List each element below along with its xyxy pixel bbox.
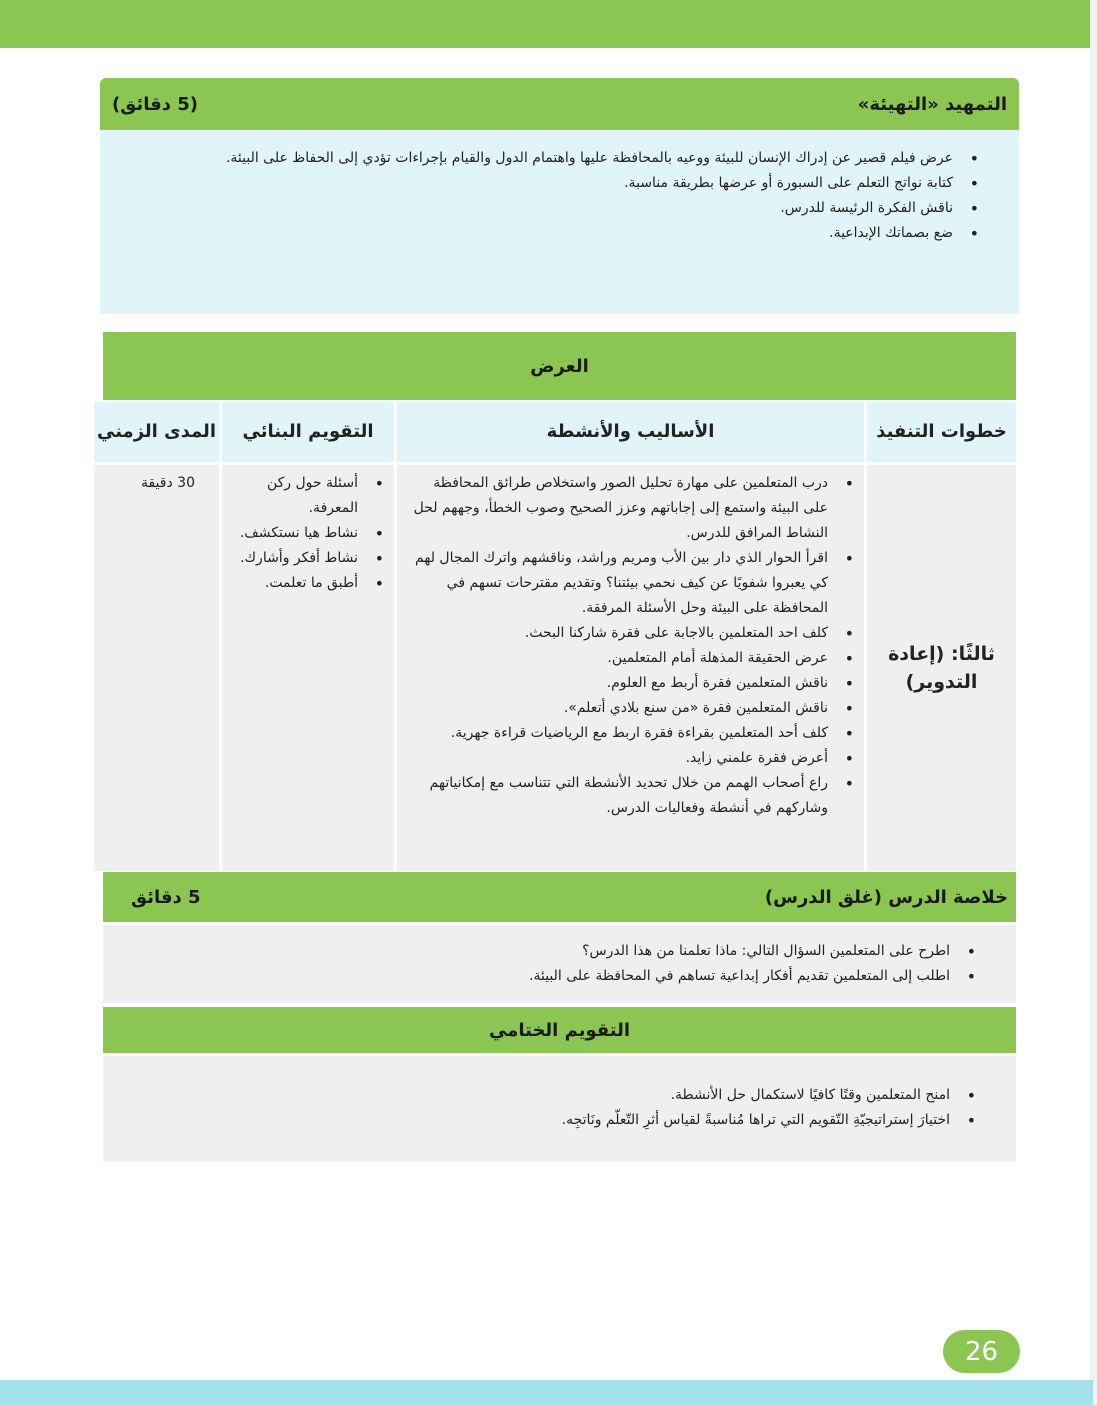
bottom-banner xyxy=(0,1380,1093,1405)
list-item: • اختيارَ إستراتيجيّةِ التّقويم التي تراها مُناسبةً لقياس أثرِ التّعلّم ونَاتجِه. xyxy=(123,1108,950,1133)
evaluation-cell xyxy=(222,465,394,871)
list-item: • عرض الحقيقة المذهلة أمام المتعلمين. xyxy=(409,646,828,671)
list-item: • ناقش المتعلمين فقرة «من سنع بلادي أتعلم». xyxy=(409,696,828,721)
top-banner xyxy=(0,0,1090,48)
list-item: • أسئلة حول ركن المعرفة. xyxy=(230,471,358,521)
list-item: • أعرض فقرة علمني زايد. xyxy=(409,746,828,771)
list-item: • ضع بصماتك الإبداعية. xyxy=(120,221,953,246)
page-number: 26 xyxy=(943,1330,1020,1373)
intro-box xyxy=(100,130,1019,314)
final-header xyxy=(103,1007,1016,1053)
list-item: • اطلب إلى المتعلمين تقديم أفكار إبداعية تساهم في المحافظة على البيئة. xyxy=(123,964,950,989)
final-list xyxy=(123,1083,976,1133)
intro-title: التمهيد «التهيئة» xyxy=(857,93,1007,115)
summary-list xyxy=(123,939,976,989)
list-item: • اقرأ الحوار الذي دار بين الأب ومريم وراشد، وناقشهم واترك المجال لهم كي يعبروا شفويًا عن كيف نحمي بيئتنا؟ وتقديم مقترحات تسهم في المحافظة على البيئة وحل الأسئلة المرفقة. xyxy=(409,546,828,621)
list-item: • نشاط أفكر وأشارك. xyxy=(230,546,358,571)
list-item: • ناقش الفكرة الرئيسة للدرس. xyxy=(120,196,953,221)
list-item: • عرض فيلم قصير عن إدراك الإنسان للبيئة ووعيه بالمحافظة عليها واهتمام الدول والقيام بإجراءات تؤدي إلى الحفاظ على البيئة. xyxy=(120,146,953,171)
summary-header xyxy=(103,872,1016,922)
col-steps-header: خطوات التنفيذ xyxy=(867,402,1016,462)
list-item: • ناقش المتعلمين فقرة أربط مع العلوم. xyxy=(409,671,828,696)
list-item: • راع أصحاب الهمم من خلال تحديد الأنشطة التي تتناسب مع إمكانياتهم وشاركهم في أنشطة وفعاليات الدرس. xyxy=(409,771,828,821)
intro-list xyxy=(120,146,979,246)
summary-duration: 5 دقائق xyxy=(131,886,201,908)
col-evaluation-header: التقويم البنائي xyxy=(222,402,394,462)
list-item: • أطبق ما تعلمت. xyxy=(230,571,358,596)
final-box xyxy=(103,1056,1016,1162)
presentation-table xyxy=(97,402,1016,868)
list-item: • امنح المتعلمين وقتًا كافيًا لاستكمال حل الأنشطة. xyxy=(123,1083,950,1108)
col-time-header: المدى الزمني xyxy=(94,402,219,462)
list-item: • درب المتعلمين على مهارة تحليل الصور واستخلاص طرائق المحافظة على البيئة واستمع إلى إجاباتهم وعزز الصحيح وصوب الخطأ، وجههم لحل النشاط المرافق للدرس. xyxy=(409,471,828,546)
final-title: التقويم الختامي xyxy=(488,1019,631,1041)
activities-list xyxy=(409,471,852,821)
activities-cell xyxy=(397,465,864,871)
step-cell: ثالثًا: (إعادة التدوير) xyxy=(867,465,1016,871)
list-item: • نشاط هيا نستكشف. xyxy=(230,521,358,546)
summary-title: خلاصة الدرس (غلق الدرس) xyxy=(764,886,1008,908)
col-methods-header: الأساليب والأنشطة xyxy=(397,402,864,462)
list-item: • كتابة نواتج التعلم على السبورة أو عرضها بطريقة مناسبة. xyxy=(120,171,953,196)
presentation-header xyxy=(103,332,1016,400)
page-edge xyxy=(1090,0,1097,1405)
presentation-title: العرض xyxy=(530,355,589,377)
summary-box xyxy=(103,925,1016,1003)
list-item: • كلف أحد المتعلمين بقراءة فقرة اربط مع الرياضيات قراءة جهرية. xyxy=(409,721,828,746)
list-item: • اطرح على المتعلمين السؤال التالي: ماذا تعلمنا من هذا الدرس؟ xyxy=(123,939,950,964)
intro-duration: (5 دقائق) xyxy=(112,93,199,115)
intro-header xyxy=(100,78,1019,130)
evaluation-list xyxy=(230,471,382,596)
time-cell: 30 دقيقة xyxy=(94,465,219,871)
list-item: • كلف احد المتعلمين بالاجابة على فقرة شاركنا البحث. xyxy=(409,621,828,646)
